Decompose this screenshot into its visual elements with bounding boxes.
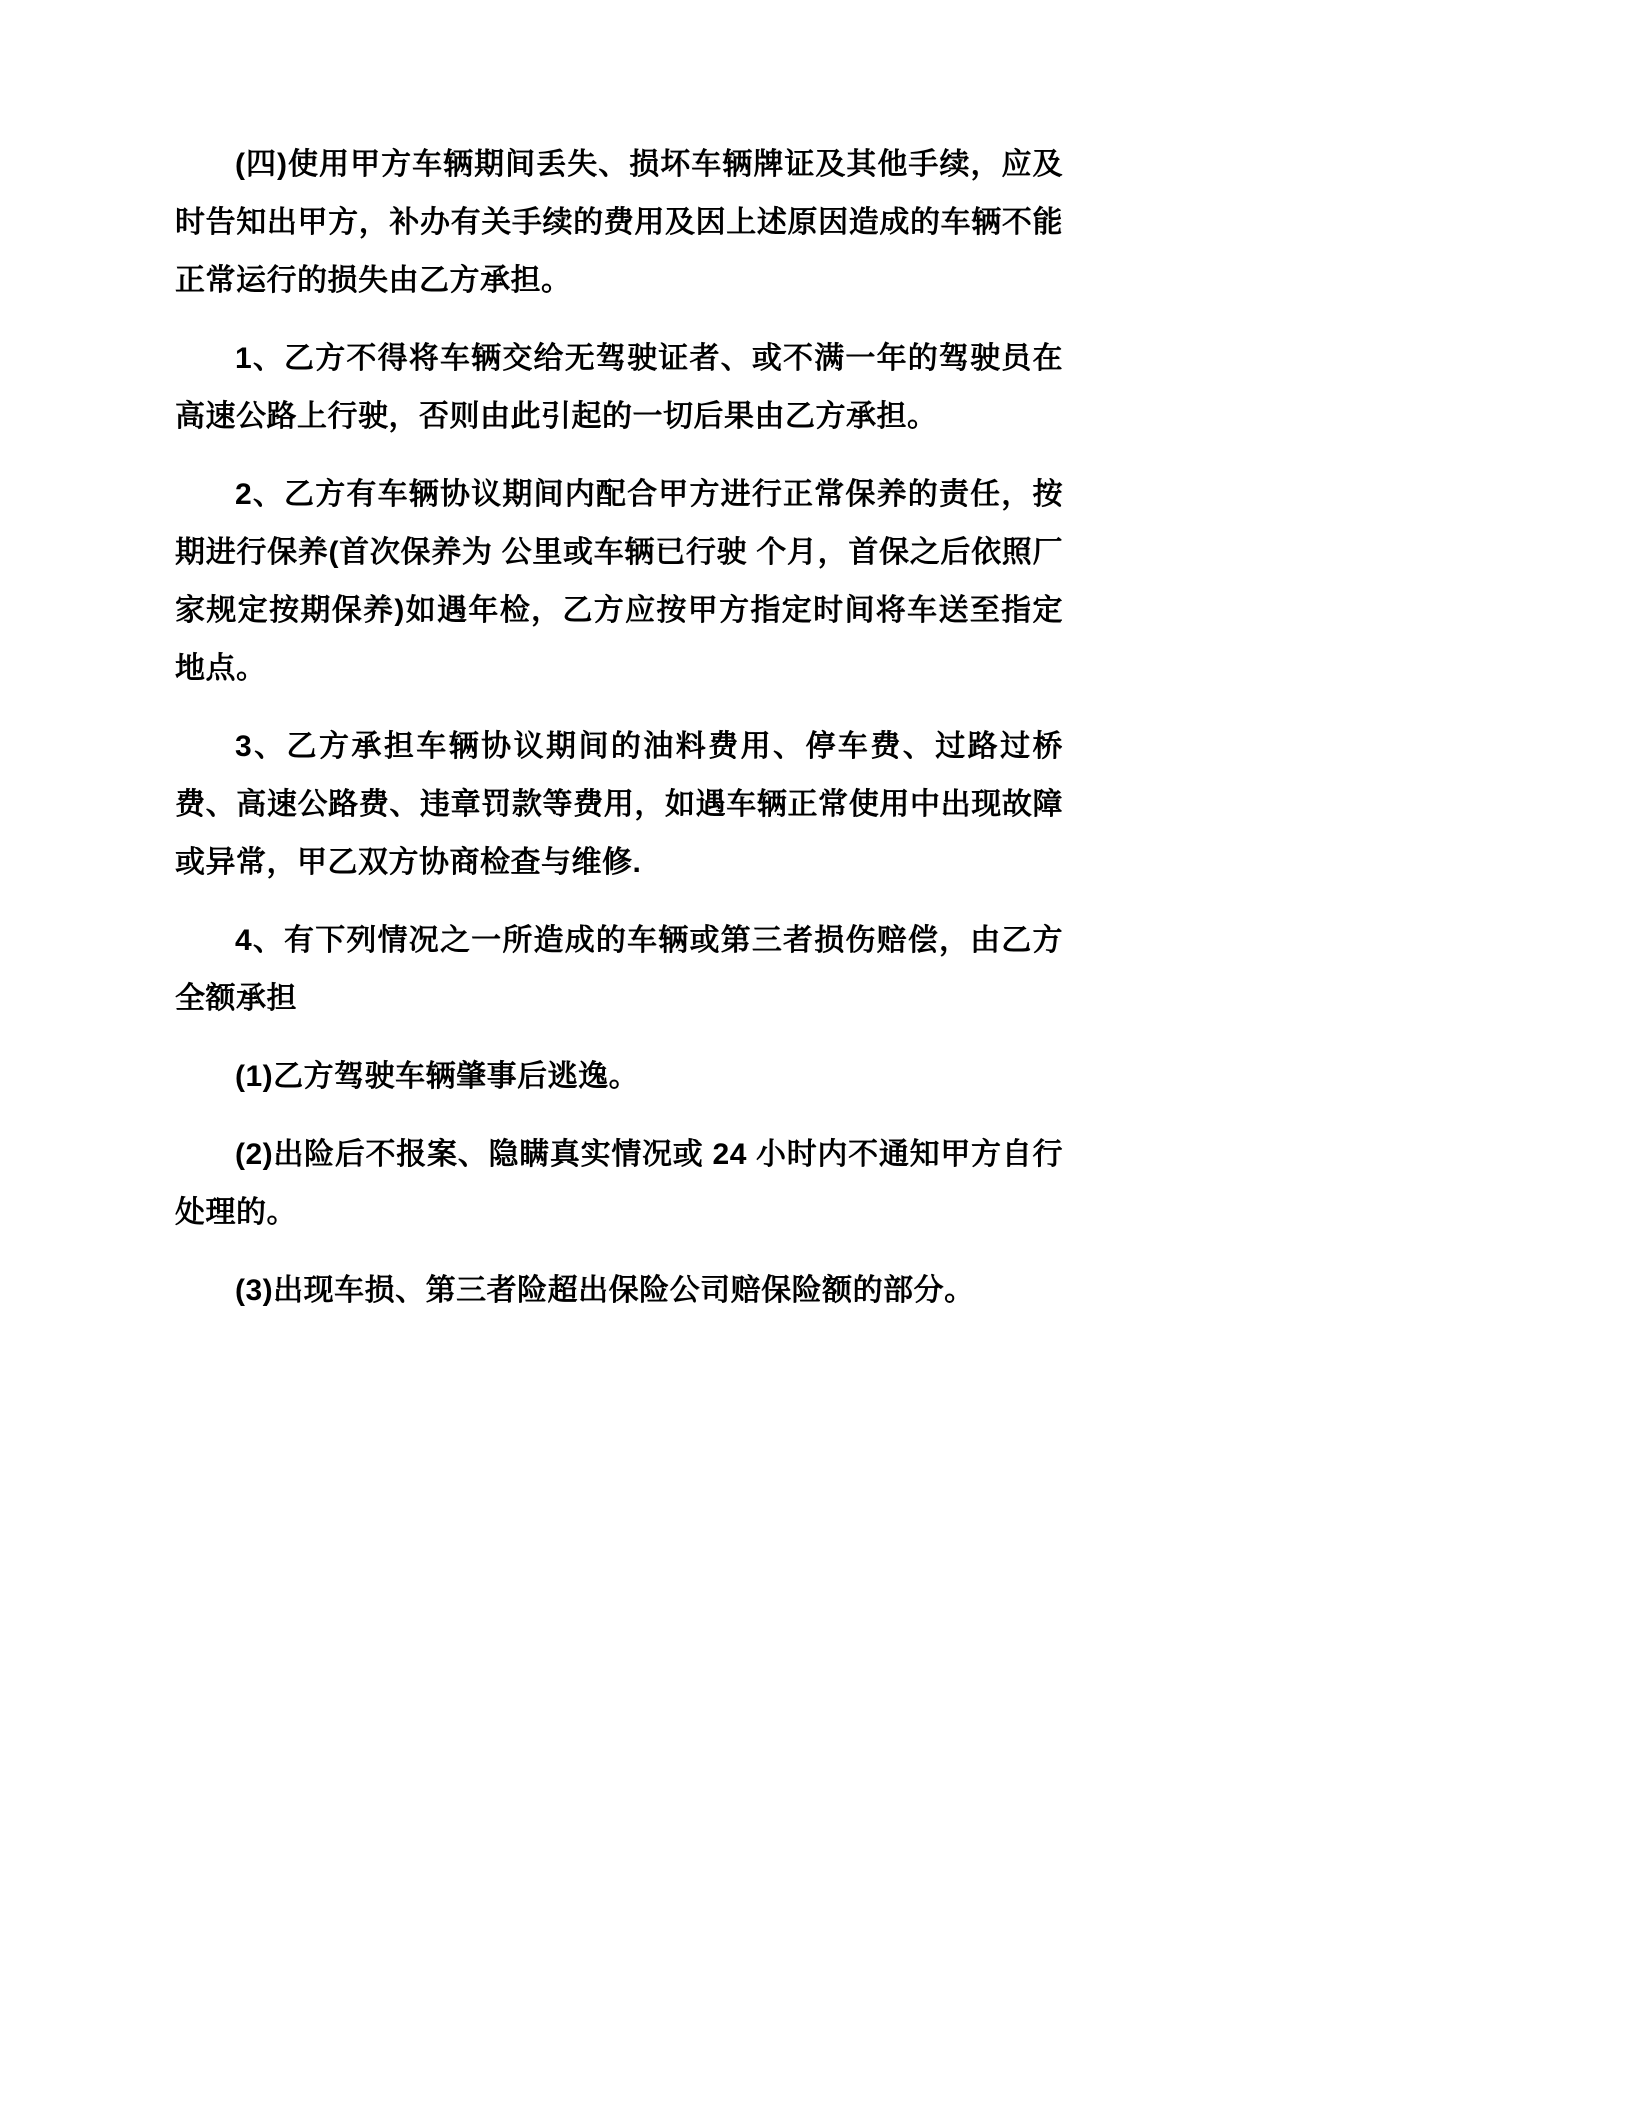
paragraph-subitem-3: (3)出现车损、第三者险超出保险公司赔保险额的部分。 [235,1274,975,1307]
paragraph-subitem-2: (2)出险后不报案、隐瞒真实情况或 24 小时内不通知甲方自行处理的。 [175,1138,1063,1229]
paragraph-clause-4: (四)使用甲方车辆期间丢失、损坏车辆牌证及其他手续，应及时告知出甲方，补办有关手续的费用及因上述原因造成的车辆不能正常运行的损失由乙方承担。 [175,148,1063,297]
paragraph-subitem-1: (1)乙方驾驶车辆肇事后逃逸。 [235,1060,640,1093]
paragraph-item-3: 3、乙方承担车辆协议期间的油料费用、停车费、过路过桥费、高速公路费、违章罚款等费用，如遇车辆正常使用中出现故障或异常，甲乙双方协商检查与维修. [175,730,1063,879]
document-body [175,136,1063,1340]
paragraph-item-1: 1、乙方不得将车辆交给无驾驶证者、或不满一年的驾驶员在高速公路上行驶，否则由此引起的一切后果由乙方承担。 [175,342,1063,433]
paragraph-item-4: 4、有下列情况之一所造成的车辆或第三者损伤赔偿，由乙方全额承担 [175,924,1063,1015]
paragraph-item-2: 2、乙方有车辆协议期间内配合甲方进行正常保养的责任，按期进行保养(首次保养为 公里或车辆已行驶 个月，首保之后依照厂家规定按期保养)如遇年检，乙方应按甲方指定时间将车送至指定地点。 [175,478,1063,685]
